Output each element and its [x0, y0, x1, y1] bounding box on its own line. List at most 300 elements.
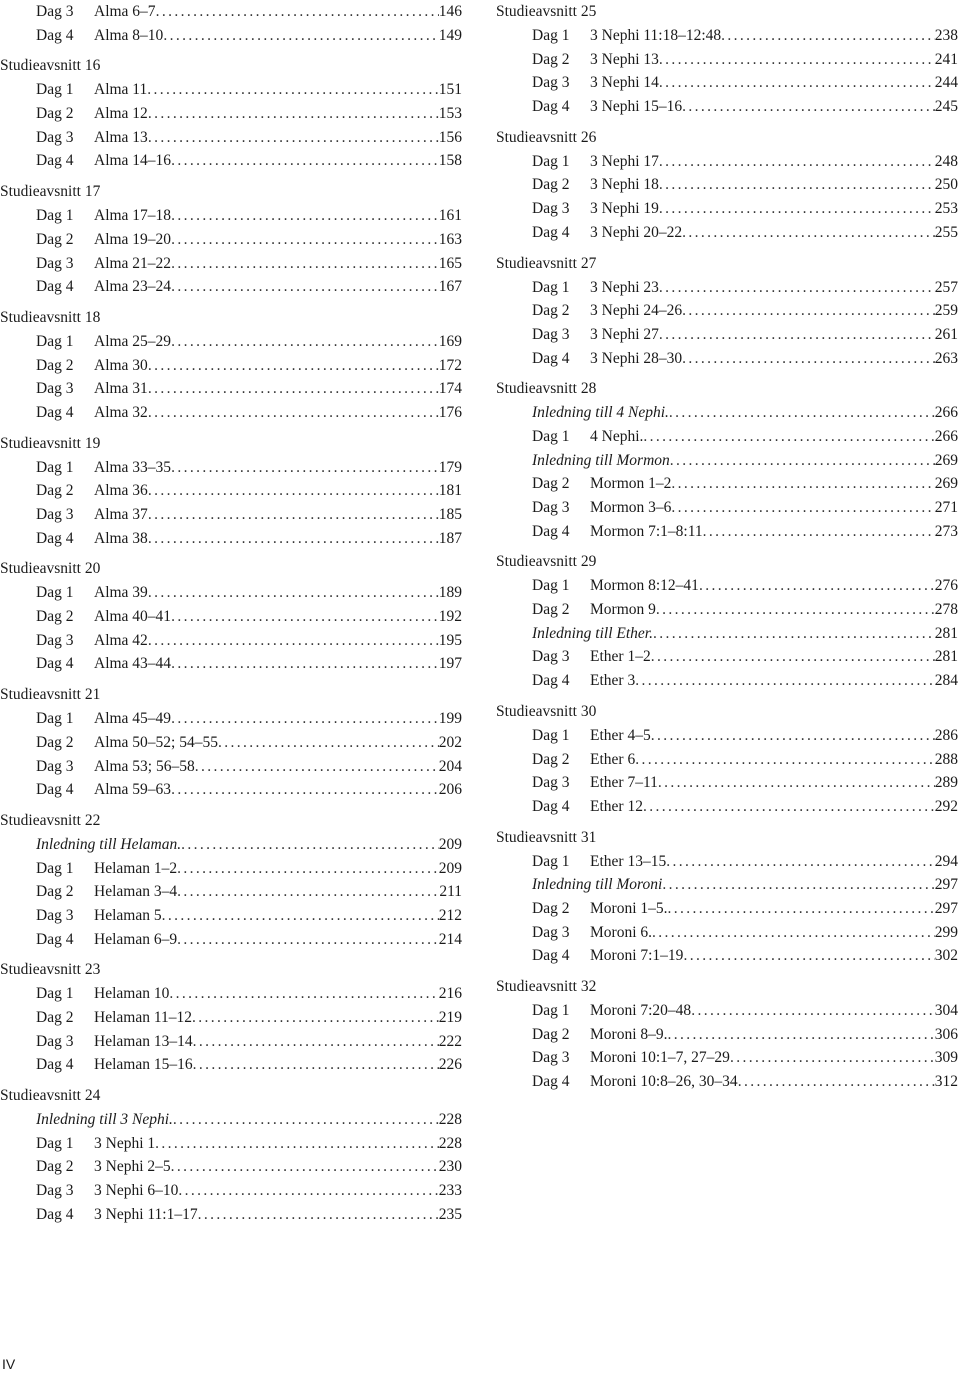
- entry-reference: Alma 6–7: [94, 3, 156, 20]
- dot-leader: [171, 1155, 439, 1179]
- entry-page-number: 197: [438, 655, 462, 673]
- toc-entry[interactable]: [496, 1070, 958, 1094]
- entry-day: Dag 4: [36, 152, 74, 170]
- toc-entry[interactable]: [0, 1053, 462, 1077]
- toc-entry[interactable]: [0, 479, 462, 503]
- entry-reference: Alma 43–44: [94, 655, 172, 673]
- entry-page-number: 235: [438, 1205, 462, 1223]
- dot-leader: [171, 605, 439, 629]
- entry-reference: Moroni 10:8–26, 30–34: [590, 1073, 738, 1091]
- entry-page-number: 238: [934, 27, 958, 44]
- section-title: Studieavsnitt 25: [496, 3, 597, 20]
- dot-leader: [148, 629, 439, 653]
- toc-entry[interactable]: [496, 645, 958, 669]
- toc-entry[interactable]: [0, 204, 462, 228]
- entry-reference: 3 Nephi 27: [590, 325, 659, 343]
- toc-entry[interactable]: [496, 724, 958, 748]
- toc-entry[interactable]: [0, 857, 462, 881]
- toc-entry[interactable]: [496, 1023, 958, 1047]
- entry-page-number: 288: [934, 750, 958, 768]
- entry-page-number: 195: [438, 631, 462, 649]
- entry-reference: Alma 14–16: [94, 152, 172, 170]
- toc-section: [496, 126, 958, 245]
- dot-leader: [171, 204, 439, 228]
- toc-entry[interactable]: [0, 1132, 462, 1156]
- dot-leader: [173, 1108, 439, 1132]
- dot-leader: [651, 645, 935, 669]
- toc-entry[interactable]: [496, 921, 958, 945]
- toc-entry[interactable]: [0, 731, 462, 755]
- dot-leader: [147, 78, 439, 102]
- entry-day: Dag 4: [532, 797, 570, 815]
- toc-section: [496, 252, 958, 371]
- entry-reference: Alma 36: [94, 482, 148, 500]
- section-title: Studieavsnitt 24: [0, 1087, 101, 1105]
- entry-reference: 3 Nephi 1: [94, 1134, 156, 1152]
- entry-reference: Helaman 15–16: [94, 1056, 193, 1074]
- toc-section: [496, 826, 958, 968]
- dot-leader: [703, 520, 935, 544]
- dot-leader: [699, 574, 935, 598]
- toc-entry[interactable]: [496, 622, 958, 646]
- entry-reference: Mormon 9: [590, 601, 656, 619]
- toc-entry[interactable]: [0, 1030, 462, 1054]
- entry-page-number: 269: [934, 475, 958, 493]
- entry-page-number: 206: [438, 781, 462, 799]
- entry-day: Dag 2: [532, 50, 570, 68]
- section-title: Studieavsnitt 28: [496, 380, 597, 398]
- dot-leader: [148, 503, 439, 527]
- entry-reference: Mormon 8:12–41: [590, 577, 699, 595]
- entry-reference: Mormon 3–6: [590, 499, 672, 516]
- toc-column-right: [496, 0, 958, 1101]
- dot-leader: [635, 748, 935, 772]
- section-title: Studieavsnitt 19: [0, 434, 101, 452]
- toc-entry[interactable]: [0, 778, 462, 802]
- entry-page-number: 312: [934, 1073, 958, 1091]
- entry-day: Dag 3: [36, 506, 74, 523]
- entry-day: Dag 3: [532, 648, 570, 666]
- toc-entry[interactable]: [496, 48, 958, 72]
- dot-leader: [177, 880, 439, 904]
- entry-page-number: 189: [438, 584, 462, 602]
- entry-day: Dag 2: [532, 899, 570, 917]
- entry-page-number: 244: [934, 74, 958, 92]
- entry-page-number: 302: [934, 947, 958, 965]
- dot-leader: [691, 999, 935, 1023]
- entry-page-number: 248: [934, 152, 958, 170]
- toc-entry[interactable]: [0, 755, 462, 779]
- entry-reference: Moroni 1–5.: [590, 899, 668, 917]
- dot-leader: [156, 0, 439, 24]
- entry-reference: Ether 4–5: [590, 726, 651, 744]
- toc-entry[interactable]: [496, 323, 958, 347]
- dot-leader: [666, 850, 935, 874]
- entry-day: Dag 2: [36, 883, 74, 901]
- entry-reference: Moroni 8–9.: [590, 1025, 668, 1043]
- toc-section: [496, 377, 958, 543]
- entry-day: Dag 2: [532, 176, 570, 194]
- section-title: Studieavsnitt 29: [496, 553, 597, 571]
- entry-day: Dag 2: [36, 1009, 74, 1026]
- dot-leader: [181, 833, 439, 857]
- dot-leader: [171, 330, 439, 354]
- toc-entry[interactable]: [496, 598, 958, 622]
- section-title: Studieavsnitt 20: [0, 560, 101, 578]
- dot-leader: [653, 622, 935, 646]
- toc-entry[interactable]: [0, 1155, 462, 1179]
- dot-leader: [198, 1203, 439, 1227]
- dot-leader: [682, 95, 935, 119]
- entry-page-number: 278: [934, 601, 958, 619]
- entry-day: Dag 3: [36, 906, 74, 924]
- entry-day: Dag 2: [532, 1025, 570, 1043]
- entry-reference: Alma 45–49: [94, 710, 172, 728]
- entry-page-number: 306: [934, 1025, 958, 1043]
- entry-page-number: 167: [438, 278, 462, 296]
- entry-page-number: 292: [934, 797, 958, 815]
- dot-leader: [659, 173, 935, 197]
- dot-leader: [683, 944, 934, 968]
- toc-entry[interactable]: [496, 574, 958, 598]
- toc-entry[interactable]: [0, 401, 462, 425]
- dot-leader: [193, 1053, 439, 1077]
- dot-leader: [659, 276, 935, 300]
- entry-day: Dag 2: [36, 356, 74, 374]
- dot-leader: [169, 982, 438, 1006]
- toc-entry[interactable]: [496, 299, 958, 323]
- toc-section: [0, 0, 462, 47]
- dot-leader: [148, 581, 439, 605]
- entry-page-number: 228: [438, 1111, 462, 1129]
- toc-entry[interactable]: [496, 496, 958, 520]
- entry-page-number: 151: [438, 81, 462, 99]
- toc-entry[interactable]: [0, 1006, 462, 1030]
- entry-page-number: 211: [439, 883, 462, 901]
- dot-leader: [643, 425, 934, 449]
- toc-entry[interactable]: [0, 275, 462, 299]
- dot-leader: [662, 873, 934, 897]
- toc-section: [496, 975, 958, 1094]
- entry-day: Dag 2: [36, 733, 74, 751]
- entry-day: Dag 2: [532, 302, 570, 320]
- toc-section: [496, 0, 958, 119]
- entry-day: Dag 4: [36, 930, 74, 948]
- toc-entry[interactable]: [496, 944, 958, 968]
- toc-entry[interactable]: [0, 78, 462, 102]
- toc-entry[interactable]: [496, 897, 958, 921]
- toc-entry[interactable]: [0, 149, 462, 173]
- entry-page-number: 284: [934, 672, 958, 690]
- dot-leader: [671, 472, 934, 496]
- toc-entry[interactable]: [496, 197, 958, 221]
- entry-reference: Inledning till Ether.: [532, 624, 653, 642]
- toc-entry[interactable]: [0, 833, 462, 857]
- toc-entry[interactable]: [496, 71, 958, 95]
- entry-reference: Alma 38: [94, 529, 148, 547]
- dot-leader: [171, 252, 439, 276]
- entry-day: Dag 3: [36, 3, 74, 20]
- toc-entry[interactable]: [496, 401, 958, 425]
- toc-entry[interactable]: [496, 850, 958, 874]
- entry-page-number: 216: [438, 985, 462, 1003]
- toc-entry[interactable]: [496, 873, 958, 897]
- dot-leader: [682, 299, 935, 323]
- entry-reference: Helaman 3–4: [94, 883, 178, 901]
- entry-reference: 3 Nephi 17: [590, 152, 659, 170]
- entry-day: Dag 4: [36, 1056, 74, 1074]
- section-title: Studieavsnitt 27: [496, 254, 597, 272]
- entry-day: Dag 1: [36, 1134, 74, 1152]
- toc-entry[interactable]: [0, 0, 462, 24]
- entry-day: Dag 1: [532, 726, 570, 744]
- entry-page-number: 245: [934, 98, 958, 116]
- entry-reference: 3 Nephi 23: [590, 278, 659, 296]
- entry-day: Dag 4: [36, 1205, 74, 1223]
- dot-leader: [193, 1030, 439, 1054]
- entry-page-number: 192: [438, 608, 462, 626]
- toc-entry[interactable]: [0, 456, 462, 480]
- section-title: Studieavsnitt 23: [0, 961, 101, 979]
- entry-day: Dag 1: [36, 332, 74, 350]
- toc-section: [0, 432, 462, 551]
- toc-entry[interactable]: [0, 1179, 462, 1203]
- entry-day: Dag 1: [36, 710, 74, 728]
- dot-leader: [148, 401, 439, 425]
- entry-reference: Moroni 10:1–7, 27–29: [590, 1049, 730, 1067]
- entry-day: Dag 3: [532, 325, 570, 343]
- toc-entry[interactable]: [496, 669, 958, 693]
- dot-leader: [148, 377, 439, 401]
- entry-reference: Helaman 5: [94, 906, 162, 924]
- toc-entry[interactable]: [0, 982, 462, 1006]
- toc-entry[interactable]: [0, 228, 462, 252]
- entry-reference: Ether 1–2: [590, 648, 651, 666]
- entry-day: Dag 3: [532, 200, 570, 218]
- entry-page-number: 222: [438, 1032, 462, 1050]
- dot-leader: [659, 48, 935, 72]
- toc-section: [0, 809, 462, 951]
- toc-entry[interactable]: [496, 276, 958, 300]
- entry-reference: Ether 13–15: [590, 852, 667, 870]
- entry-page-number: 149: [438, 26, 462, 44]
- dot-leader: [670, 449, 935, 473]
- entry-day: Dag 4: [532, 672, 570, 690]
- toc-entry[interactable]: [496, 425, 958, 449]
- entry-day: Dag 4: [36, 655, 74, 673]
- toc-entry[interactable]: [0, 928, 462, 952]
- toc-column-left: [0, 0, 462, 1234]
- entry-day: Dag 4: [36, 781, 74, 799]
- toc-entry[interactable]: [496, 347, 958, 371]
- dot-leader: [671, 496, 934, 520]
- entry-page-number: 299: [934, 923, 958, 941]
- dot-leader: [668, 1023, 935, 1047]
- toc-entry[interactable]: [0, 252, 462, 276]
- toc-section: [496, 550, 958, 692]
- section-title: Studieavsnitt 30: [496, 702, 597, 720]
- entry-page-number: 165: [438, 254, 462, 272]
- entry-reference: Alma 12: [94, 105, 148, 123]
- entry-reference: Helaman 1–2: [94, 859, 178, 877]
- entry-page-number: 163: [438, 230, 462, 248]
- entry-reference: Alma 33–35: [94, 458, 172, 476]
- entry-reference: Alma 8–10: [94, 26, 164, 44]
- entry-day: Dag 3: [36, 128, 74, 146]
- entry-reference: Inledning till Mormon: [532, 451, 670, 469]
- toc-entry[interactable]: [496, 150, 958, 174]
- toc-entry[interactable]: [0, 652, 462, 676]
- toc-entry[interactable]: [0, 1108, 462, 1132]
- entry-day: Dag 3: [532, 74, 570, 92]
- entry-day: Dag 4: [36, 26, 74, 44]
- entry-page-number: 271: [934, 499, 958, 516]
- toc-entry[interactable]: [496, 771, 958, 795]
- toc-entry[interactable]: [0, 377, 462, 401]
- entry-reference: Alma 17–18: [94, 207, 172, 225]
- entry-page-number: 156: [438, 128, 462, 146]
- entry-day: Dag 2: [36, 230, 74, 248]
- entry-page-number: 273: [934, 522, 958, 540]
- entry-page-number: 294: [934, 852, 958, 870]
- entry-day: Dag 1: [532, 577, 570, 595]
- entry-day: Dag 3: [36, 757, 74, 775]
- entry-page-number: 187: [438, 529, 462, 547]
- dot-leader: [721, 24, 935, 48]
- toc-entry[interactable]: [0, 904, 462, 928]
- toc-section: [0, 1084, 462, 1226]
- section-title: Studieavsnitt 22: [0, 811, 101, 829]
- entry-reference: Ether 6: [590, 750, 636, 768]
- entry-reference: Alma 30: [94, 356, 148, 374]
- entry-day: Dag 2: [36, 1158, 74, 1176]
- toc-entry[interactable]: [496, 449, 958, 473]
- entry-reference: Alma 50–52; 54–55: [94, 733, 218, 751]
- entry-day: Dag 4: [532, 349, 570, 367]
- entry-page-number: 181: [438, 482, 462, 500]
- toc-entry[interactable]: [0, 605, 462, 629]
- entry-page-number: 199: [438, 710, 462, 728]
- toc-entry[interactable]: [496, 95, 958, 119]
- entry-day: Dag 4: [532, 223, 570, 241]
- toc-entry[interactable]: [496, 173, 958, 197]
- dot-leader: [171, 149, 439, 173]
- entry-reference: 3 Nephi 24–26: [590, 302, 683, 320]
- entry-day: Dag 1: [532, 1002, 570, 1019]
- entry-day: Dag 1: [36, 584, 74, 602]
- entry-reference: 3 Nephi 20–22: [590, 223, 683, 241]
- section-title: Studieavsnitt 31: [496, 828, 597, 846]
- toc-section: [0, 683, 462, 802]
- entry-day: Dag 4: [532, 947, 570, 965]
- entry-day: Dag 3: [36, 380, 74, 398]
- toc-entry[interactable]: [0, 330, 462, 354]
- entry-page-number: 226: [438, 1056, 462, 1074]
- entry-page-number: 185: [438, 506, 462, 523]
- entry-reference: Helaman 10: [94, 985, 170, 1003]
- entry-reference: Helaman 11–12: [94, 1009, 192, 1026]
- entry-page-number: 228: [438, 1134, 462, 1152]
- toc-entry[interactable]: [0, 527, 462, 551]
- toc-entry[interactable]: [0, 1203, 462, 1227]
- entry-page-number: 297: [934, 876, 958, 894]
- toc-entry[interactable]: [496, 795, 958, 819]
- entry-reference: 3 Nephi 13: [590, 50, 659, 68]
- toc-entry[interactable]: [0, 581, 462, 605]
- dot-leader: [651, 724, 935, 748]
- entry-page-number: 212: [438, 906, 462, 924]
- toc-entry[interactable]: [496, 999, 958, 1023]
- toc-entry[interactable]: [0, 102, 462, 126]
- entry-day: Dag 3: [36, 254, 74, 272]
- dot-leader: [659, 323, 935, 347]
- entry-day: Dag 1: [532, 278, 570, 296]
- toc-entry[interactable]: [0, 629, 462, 653]
- dot-leader: [658, 771, 935, 795]
- toc-entry[interactable]: [0, 503, 462, 527]
- toc-entry[interactable]: [496, 520, 958, 544]
- dot-leader: [177, 857, 439, 881]
- entry-day: Dag 1: [36, 207, 74, 225]
- entry-page-number: 176: [438, 403, 462, 421]
- toc-entry[interactable]: [496, 1046, 958, 1070]
- entry-reference: Alma 25–29: [94, 332, 172, 350]
- entry-reference: Helaman 6–9: [94, 930, 178, 948]
- toc-entry[interactable]: [0, 880, 462, 904]
- dot-leader: [656, 598, 935, 622]
- toc-entry[interactable]: [0, 707, 462, 731]
- dot-leader: [643, 795, 935, 819]
- entry-day: Dag 1: [36, 985, 74, 1003]
- entry-page-number: 276: [934, 577, 958, 595]
- dot-leader: [148, 527, 439, 551]
- entry-page-number: 172: [438, 356, 462, 374]
- entry-reference: 3 Nephi 11:1–17: [94, 1205, 198, 1223]
- entry-day: Dag 2: [36, 608, 74, 626]
- entry-page-number: 281: [934, 624, 958, 642]
- entry-day: Dag 2: [36, 482, 74, 500]
- entry-page-number: 281: [934, 648, 958, 666]
- entry-day: Dag 3: [532, 923, 570, 941]
- toc-section: [0, 180, 462, 299]
- toc-entry[interactable]: [496, 472, 958, 496]
- entry-reference: Moroni 6.: [590, 923, 652, 941]
- entry-day: Dag 4: [36, 403, 74, 421]
- toc-entry[interactable]: [496, 748, 958, 772]
- toc-entry[interactable]: [0, 24, 462, 48]
- dot-leader: [659, 197, 935, 221]
- entry-day: Dag 2: [532, 601, 570, 619]
- toc-entry[interactable]: [0, 354, 462, 378]
- entry-page-number: 241: [934, 50, 958, 68]
- entry-page-number: 309: [934, 1049, 958, 1067]
- entry-day: Dag 3: [532, 1049, 570, 1067]
- toc-entry[interactable]: [0, 126, 462, 150]
- section-title: Studieavsnitt 16: [0, 57, 101, 75]
- entry-day: Dag 1: [36, 859, 74, 877]
- entry-page-number: 259: [934, 302, 958, 320]
- entry-reference: Moroni 7:1–19: [590, 947, 684, 965]
- dot-leader: [668, 897, 935, 921]
- toc-entry[interactable]: [496, 24, 958, 48]
- section-title: Studieavsnitt 26: [496, 128, 597, 146]
- dot-leader: [635, 669, 935, 693]
- entry-reference: Mormon 1–2: [590, 475, 672, 493]
- entry-page-number: 255: [934, 223, 958, 241]
- toc-entry[interactable]: [496, 221, 958, 245]
- entry-reference: Alma 11: [94, 81, 148, 99]
- entry-reference: 3 Nephi 19: [590, 200, 659, 218]
